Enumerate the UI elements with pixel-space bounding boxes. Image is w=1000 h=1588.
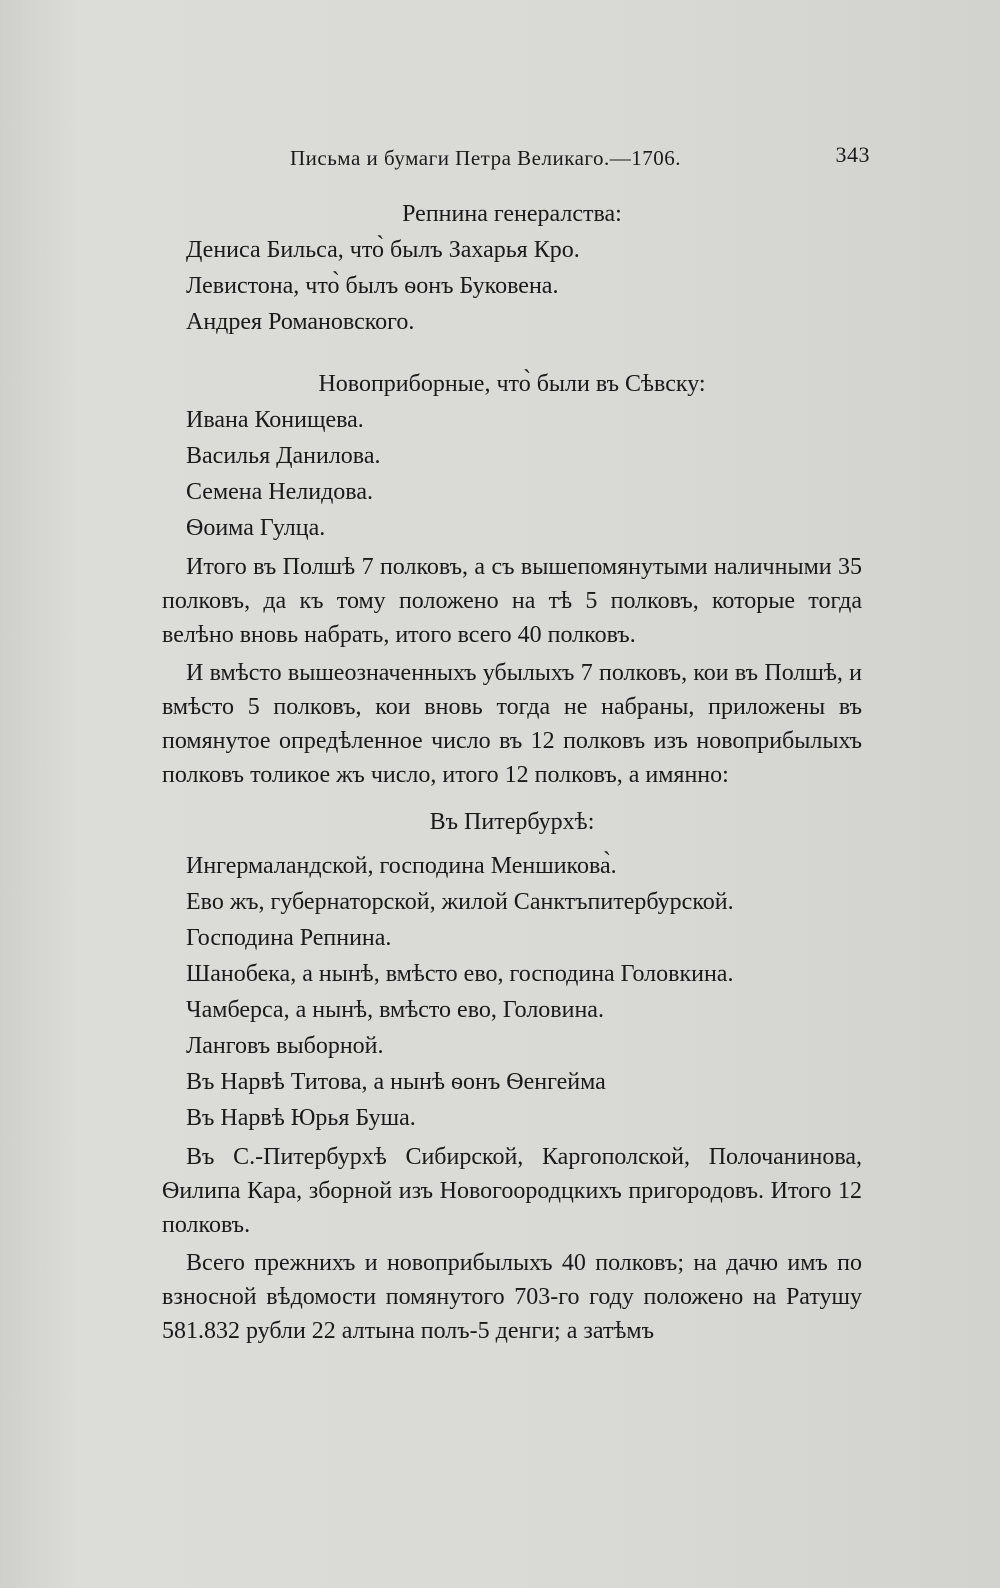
list-item: Въ Нарвѣ Юрья Буша. xyxy=(186,1105,416,1131)
list-item: Господина Репнина. xyxy=(186,925,392,951)
list-item: Ланговъ выборной. xyxy=(186,1033,384,1059)
section-heading-repnin: Репнина генералства: xyxy=(402,201,622,227)
list-item: Въ Нарвѣ Титова, а нынѣ ѳонъ Ѳенгейма xyxy=(186,1069,606,1095)
paragraph-total-poland: Итого въ Полшѣ 7 полковъ, а съ вышепомянутыми наличными 35 полковъ, да къ тому положено на тѣ 5 полковъ, которые тогда велѣно вновь набрать, итого всего 40 полковъ. xyxy=(162,554,862,648)
list-item: Василья Данилова. xyxy=(186,443,381,469)
list-item: Левистона, что̀ былъ ѳонъ Буковена. xyxy=(186,273,559,299)
page-body xyxy=(162,196,862,1352)
list-item: Ивана Конищева. xyxy=(186,407,364,433)
list-item: Семена Нелидова. xyxy=(186,479,373,505)
paragraph-replacement: И вмѣсто вышеозначенныхъ убылыхъ 7 полковъ, кои въ Полшѣ, и вмѣсто 5 полковъ, кои вновь тогда не набраны, приложены въ помянутое опредѣленное число въ 12 полковъ изъ новоприбылыхъ полковъ толикое жъ число, итого 12 полковъ, а имянно: xyxy=(162,660,862,788)
list-item: Ингермаландской, господина Меншикова̀. xyxy=(186,853,617,879)
paragraph-spb-regiments: Въ С.-Питербурхѣ Сибирской, Каргополской, Полочанинова, Ѳилипа Кара, зборной изъ Новогоородцкихъ пригородовъ. Итого 12 полковъ. xyxy=(162,1144,862,1238)
page-number: 343 xyxy=(835,142,870,167)
list-item: Шанобека, а нынѣ, вмѣсто ево, господина Головкина. xyxy=(186,961,734,987)
page-header xyxy=(290,142,870,174)
paragraph-total-payment: Всего прежнихъ и новоприбылыхъ 40 полковъ; на дачю имъ по взносной вѣдомости помянутого 703-го году положено на Ратушу 581.832 рубли 22 алтына полъ-5 денги; а затѣмъ xyxy=(162,1250,862,1344)
section-heading-novopribornye: Новоприборные, что̀ были въ Сѣвску: xyxy=(318,371,706,397)
list-item: Ево жъ, губернаторской, жилой Санктъпитербурской. xyxy=(186,889,734,915)
list-item: Ѳоима Гулца. xyxy=(186,515,326,541)
list-item: Дениса Бильса, что̀ былъ Захарья Кро. xyxy=(186,237,580,263)
list-item: Чамберса, а нынѣ, вмѣсто ево, Головина. xyxy=(186,997,604,1023)
list-item: Андрея Романовского. xyxy=(186,309,415,335)
running-title: Письма и бумаги Петра Великаго.—1706. xyxy=(290,146,682,170)
section-heading-piterburkh: Въ Питербурхѣ: xyxy=(429,809,595,835)
